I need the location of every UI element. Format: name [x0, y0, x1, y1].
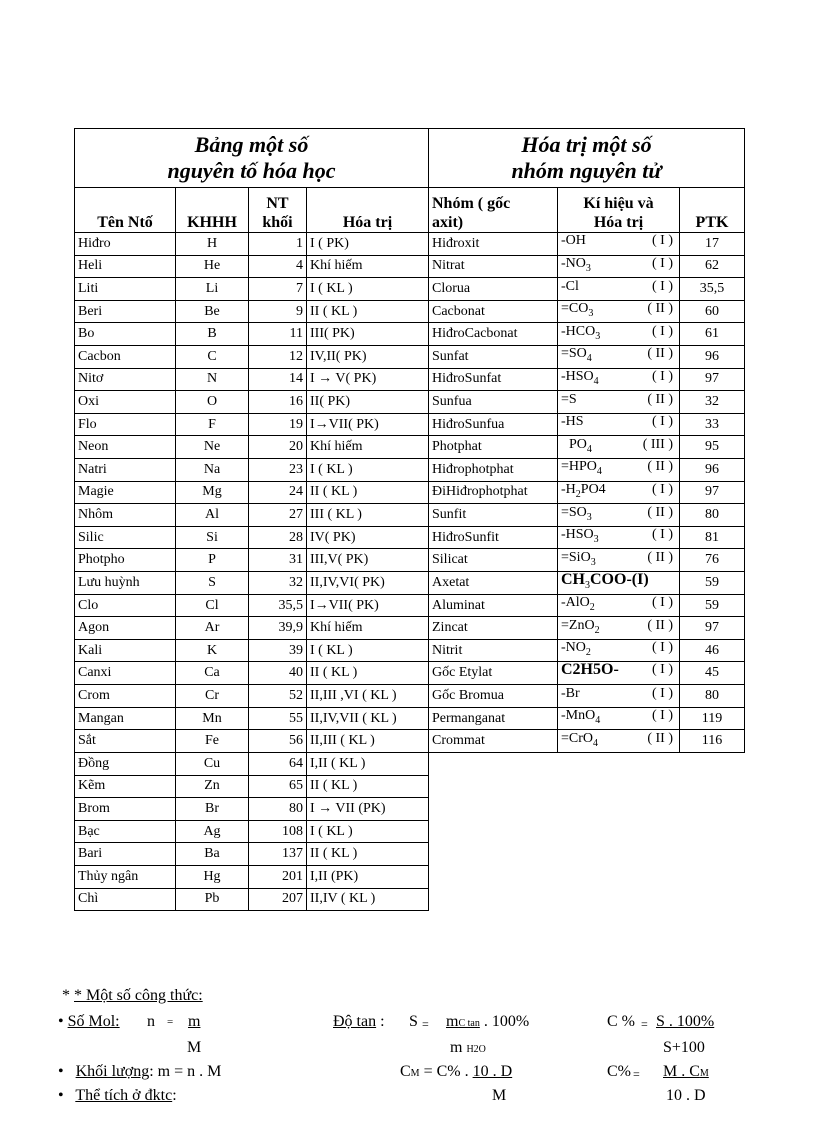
element-symbol: Br — [176, 798, 249, 821]
group-ptk: 97 — [680, 368, 745, 391]
element-mass: 39,9 — [249, 617, 307, 640]
element-symbol: O — [176, 391, 249, 414]
group-name: ĐiHiđrophotphat — [429, 481, 558, 504]
group-name: Sunfat — [429, 345, 558, 368]
group-name: Gốc Etylat — [429, 662, 558, 685]
element-symbol: Ar — [176, 617, 249, 640]
element-mass: 207 — [249, 888, 307, 911]
element-symbol: P — [176, 549, 249, 572]
element-valence: II ( KL ) — [307, 300, 429, 323]
element-name: Mangan — [75, 707, 176, 730]
element-symbol: Mn — [176, 707, 249, 730]
cp2-denominator: 10 . D — [666, 1087, 706, 1104]
cpct-denominator: S+100 — [663, 1039, 705, 1056]
dotan-label: Độ tan : — [333, 1013, 385, 1030]
element-mass: 11 — [249, 323, 307, 346]
cm-formula: CM = C% . 10 . D — [400, 1063, 513, 1080]
element-mass: 28 — [249, 526, 307, 549]
group-symbol-text: -H — [561, 481, 576, 497]
cp2-label: C% — [607, 1063, 631, 1080]
element-mass: 137 — [249, 843, 307, 866]
element-valence: Khí hiếm — [307, 255, 429, 278]
group-symbol-text: -HSO — [561, 368, 594, 384]
dotan-denominator: m H2O — [450, 1039, 486, 1056]
group-symbol-text: -AlO — [561, 595, 590, 611]
header-valence: Hóa trị — [307, 188, 429, 233]
cpct-eq: = — [641, 1017, 648, 1031]
element-mass: 40 — [249, 662, 307, 685]
element-mass: 20 — [249, 436, 307, 459]
dotan-eq: = — [422, 1017, 429, 1031]
element-name: Bạc — [75, 820, 176, 843]
element-name: Kẽm — [75, 775, 176, 798]
group-symbol-text: -HSO — [561, 527, 594, 543]
element-symbol: Ba — [176, 843, 249, 866]
group-valence: ( II ) — [647, 391, 673, 407]
group-name: Cacbonat — [429, 300, 558, 323]
element-valence: II ( KL ) — [307, 843, 429, 866]
mol-label: • Số Mol: — [58, 1013, 120, 1030]
element-symbol: Ca — [176, 662, 249, 685]
element-valence: II ( KL ) — [307, 775, 429, 798]
element-valence: I→VII( PK) — [307, 594, 429, 617]
group-name: Silicat — [429, 549, 558, 572]
element-name: Đồng — [75, 753, 176, 776]
group-name: Permanganat — [429, 707, 558, 730]
group-symbol-subscript: 2 — [585, 647, 591, 659]
group-name: Clorua — [429, 278, 558, 301]
group-valence: ( I ) — [652, 233, 673, 249]
group-valence: ( I ) — [652, 368, 673, 384]
group-valence: ( I ) — [652, 708, 673, 724]
element-symbol: Al — [176, 504, 249, 527]
group-name: Zincat — [429, 617, 558, 640]
group-valence: ( I ) — [652, 662, 673, 678]
group-name: Nitrat — [429, 255, 558, 278]
group-valence: ( II ) — [647, 504, 673, 520]
element-name: Clo — [75, 594, 176, 617]
group-ptk: 97 — [680, 481, 745, 504]
group-symbol-text: =S — [561, 391, 577, 407]
element-name: Thủy ngân — [75, 866, 176, 889]
element-mass: 39 — [249, 639, 307, 662]
element-symbol: Mg — [176, 481, 249, 504]
element-valence: II,III ,VI ( KL ) — [307, 685, 429, 708]
element-mass: 14 — [249, 368, 307, 391]
group-symbol-text: -NO — [561, 255, 586, 271]
header-ptk: PTK — [680, 188, 745, 233]
group-valence: ( I ) — [652, 595, 673, 611]
element-name: Natri — [75, 458, 176, 481]
group-name: Hiđroxit — [429, 233, 558, 256]
group-name: HiđroSunfat — [429, 368, 558, 391]
group-symbol-text: =ZnO — [561, 617, 595, 633]
group-symbol-subscript: 3 — [590, 556, 596, 568]
element-name: Bo — [75, 323, 176, 346]
mass-label: • Khối lượng: m = n . M — [58, 1063, 222, 1080]
element-name: Cacbon — [75, 345, 176, 368]
element-symbol: H — [176, 233, 249, 256]
element-valence: I → V( PK) — [307, 368, 429, 391]
group-ptk: 33 — [680, 413, 745, 436]
volume-label: • Thể tích ở đktc: — [58, 1087, 177, 1104]
element-symbol: Cu — [176, 753, 249, 776]
group-valence: ( II ) — [647, 346, 673, 362]
group-symbol-subscript: 3 — [588, 307, 594, 319]
element-mass: 7 — [249, 278, 307, 301]
element-name: Canxi — [75, 662, 176, 685]
group-ptk: 59 — [680, 594, 745, 617]
element-name: Bari — [75, 843, 176, 866]
element-mass: 1 — [249, 233, 307, 256]
group-symbol-subscript: 4 — [593, 737, 599, 749]
element-valence: II,IV,VII ( KL ) — [307, 707, 429, 730]
element-valence: III ( KL ) — [307, 504, 429, 527]
mol-eq: = — [167, 1016, 174, 1028]
group-valence: ( II ) — [647, 730, 673, 746]
group-valence: ( II ) — [647, 459, 673, 475]
element-mass: 4 — [249, 255, 307, 278]
group-valence: ( II ) — [647, 549, 673, 565]
element-symbol: Na — [176, 458, 249, 481]
group-symbol-subscript: 3 — [585, 262, 591, 274]
element-mass: 19 — [249, 413, 307, 436]
group-symbol-subscript: 2 — [594, 624, 600, 636]
element-name: Brom — [75, 798, 176, 821]
header-group: Nhóm ( gốc axit) — [429, 188, 558, 233]
element-symbol: Li — [176, 278, 249, 301]
element-symbol: N — [176, 368, 249, 391]
group-valence: ( I ) — [652, 323, 673, 339]
element-name: Oxi — [75, 391, 176, 414]
left-title: Bảng một số nguyên tố hóa học — [75, 129, 429, 188]
element-name: Neon — [75, 436, 176, 459]
element-valence: II( PK) — [307, 391, 429, 414]
element-valence: I ( KL ) — [307, 278, 429, 301]
element-name: Kali — [75, 639, 176, 662]
element-symbol: C — [176, 345, 249, 368]
group-symbol-text: =SiO — [561, 549, 591, 565]
element-mass: 9 — [249, 300, 307, 323]
element-symbol: Ne — [176, 436, 249, 459]
right-title: Hóa trị một số nhóm nguyên tử — [429, 129, 745, 188]
group-valence: ( I ) — [652, 481, 673, 497]
cpct-numerator: S . 100% — [656, 1013, 715, 1030]
group-symbol-subscript: 3 — [585, 579, 590, 591]
element-name: Magie — [75, 481, 176, 504]
element-valence: III( PK) — [307, 323, 429, 346]
element-mass: 56 — [249, 730, 307, 753]
group-symbol-text: =CO — [561, 301, 589, 317]
group-symbol-subscript: 4 — [586, 443, 592, 455]
element-valence: I ( KL ) — [307, 639, 429, 662]
element-name: Crom — [75, 685, 176, 708]
group-valence: ( I ) — [652, 255, 673, 271]
group-symbol-text: -MnO — [561, 708, 596, 724]
element-mass: 12 — [249, 345, 307, 368]
group-ptk: 32 — [680, 391, 745, 414]
element-symbol: Cl — [176, 594, 249, 617]
group-ptk: 62 — [680, 255, 745, 278]
formulas-heading: * * Một số công thức: — [62, 987, 203, 1004]
group-ptk: 80 — [680, 504, 745, 527]
group-ptk: 46 — [680, 639, 745, 662]
group-ptk: 80 — [680, 685, 745, 708]
element-symbol: Be — [176, 300, 249, 323]
group-symbol-subscript: 3 — [595, 330, 601, 342]
element-symbol: Pb — [176, 888, 249, 911]
mol-numerator: m — [188, 1013, 201, 1030]
element-symbol: Cr — [176, 685, 249, 708]
group-name: Photphat — [429, 436, 558, 459]
group-symbol-text: -HS — [561, 414, 584, 430]
element-valence: II,IV ( KL ) — [307, 888, 429, 911]
element-name: Sắt — [75, 730, 176, 753]
cp2-eq: = — [633, 1067, 640, 1081]
group-symbol-text: =SO — [561, 346, 587, 362]
group-ptk: 35,5 — [680, 278, 745, 301]
element-mass: 27 — [249, 504, 307, 527]
group-ptk: 116 — [680, 730, 745, 753]
cm-denominator: M — [492, 1087, 507, 1104]
element-mass: 35,5 — [249, 594, 307, 617]
group-name: Aluminat — [429, 594, 558, 617]
header-name: Tên Ntố — [75, 188, 176, 233]
group-name: Crommat — [429, 730, 558, 753]
element-name: Chì — [75, 888, 176, 911]
element-name: Heli — [75, 255, 176, 278]
element-name: Beri — [75, 300, 176, 323]
element-mass: 55 — [249, 707, 307, 730]
mol-denominator: M — [187, 1039, 202, 1056]
group-symbol-tail: COO-(I) — [590, 570, 649, 588]
group-symbol-text: -HCO — [561, 323, 596, 339]
group-symbol-text: =CrO — [561, 730, 594, 746]
element-mass: 16 — [249, 391, 307, 414]
group-name: Hiđrophotphat — [429, 458, 558, 481]
group-ptk: 81 — [680, 526, 745, 549]
group-symbol-subscript: 2 — [575, 488, 581, 500]
group-symbol-subscript: 3 — [586, 511, 592, 523]
group-name: Gốc Bromua — [429, 685, 558, 708]
group-name: HiđroCacbonat — [429, 323, 558, 346]
element-valence: I,II (PK) — [307, 866, 429, 889]
element-name: Silic — [75, 526, 176, 549]
element-mass: 31 — [249, 549, 307, 572]
group-symbol-subscript: 4 — [593, 375, 599, 387]
group-symbol-text: =HPO — [561, 459, 597, 475]
group-ptk: 96 — [680, 345, 745, 368]
element-valence: I ( KL ) — [307, 820, 429, 843]
group-ptk: 61 — [680, 323, 745, 346]
element-mass: 24 — [249, 481, 307, 504]
group-valence: ( I ) — [652, 527, 673, 543]
group-valence: ( I ) — [652, 640, 673, 656]
group-symbol-subscript: 2 — [589, 601, 595, 613]
group-symbol-text: -Br — [561, 685, 580, 701]
element-valence: IV( PK) — [307, 526, 429, 549]
element-valence: I,II ( KL ) — [307, 753, 429, 776]
element-valence: I→VII( PK) — [307, 413, 429, 436]
element-valence: IV,II( PK) — [307, 345, 429, 368]
group-name: Sunfit — [429, 504, 558, 527]
header-group-symbol: Kí hiệu và Hóa trị — [558, 188, 680, 233]
element-mass: 65 — [249, 775, 307, 798]
mol-n: n — [147, 1013, 155, 1030]
element-valence: II,IV,VI( PK) — [307, 571, 429, 594]
element-valence: I → VII (PK) — [307, 798, 429, 821]
element-symbol: Si — [176, 526, 249, 549]
group-ptk: 17 — [680, 233, 745, 256]
cpct-label: C % — [607, 1013, 635, 1030]
element-name: Nhôm — [75, 504, 176, 527]
header-mass: NT khối — [249, 188, 307, 233]
element-symbol: Zn — [176, 775, 249, 798]
element-name: Lưu huỳnh — [75, 571, 176, 594]
group-name: HiđroSunfit — [429, 526, 558, 549]
element-mass: 201 — [249, 866, 307, 889]
element-symbol: B — [176, 323, 249, 346]
element-name: Hiđro — [75, 233, 176, 256]
element-valence: Khí hiếm — [307, 436, 429, 459]
group-valence: ( II ) — [647, 617, 673, 633]
group-valence: ( II ) — [647, 301, 673, 317]
group-symbol-text: CH — [561, 570, 585, 588]
element-name: Liti — [75, 278, 176, 301]
group-ptk: 95 — [680, 436, 745, 459]
group-name: Sunfua — [429, 391, 558, 414]
element-mass: 32 — [249, 571, 307, 594]
group-valence: ( III ) — [642, 436, 673, 452]
group-ptk: 60 — [680, 300, 745, 323]
element-mass: 64 — [249, 753, 307, 776]
element-name: Nitơ — [75, 368, 176, 391]
group-symbol-subscript: 3 — [593, 533, 599, 545]
element-symbol: Hg — [176, 866, 249, 889]
element-valence: I ( PK) — [307, 233, 429, 256]
group-valence: ( I ) — [652, 685, 673, 701]
element-symbol: Fe — [176, 730, 249, 753]
element-symbol: F — [176, 413, 249, 436]
group-ptk: 45 — [680, 662, 745, 685]
element-valence: II,III ( KL ) — [307, 730, 429, 753]
group-valence: ( I ) — [652, 278, 673, 294]
group-ptk: 96 — [680, 458, 745, 481]
group-name: Nitrit — [429, 639, 558, 662]
element-symbol: K — [176, 639, 249, 662]
element-mass: 80 — [249, 798, 307, 821]
element-name: Agon — [75, 617, 176, 640]
group-name: HiđroSunfua — [429, 413, 558, 436]
element-mass: 23 — [249, 458, 307, 481]
group-symbol-subscript: 4 — [596, 466, 602, 478]
group-symbol-text: PO — [569, 436, 587, 452]
element-valence: II ( KL ) — [307, 662, 429, 685]
group-valence: ( I ) — [652, 414, 673, 430]
element-symbol: He — [176, 255, 249, 278]
group-ptk: 97 — [680, 617, 745, 640]
element-valence: Khí hiếm — [307, 617, 429, 640]
group-ptk: 76 — [680, 549, 745, 572]
group-symbol-subscript: 4 — [595, 715, 601, 727]
cp2-numerator: M . CM — [663, 1063, 709, 1080]
group-symbol-text: -OH — [561, 233, 586, 249]
group-ptk: 59 — [680, 571, 745, 594]
element-valence: I ( KL ) — [307, 458, 429, 481]
group-ptk: 119 — [680, 707, 745, 730]
element-mass: 52 — [249, 685, 307, 708]
group-symbol-subscript: 4 — [586, 353, 592, 365]
group-symbol-text: -Cl — [561, 278, 579, 294]
dotan-s: S — [409, 1013, 418, 1030]
dotan-numerator: mC tan . 100% — [446, 1013, 530, 1030]
element-name: Photpho — [75, 549, 176, 572]
group-symbol-tail: PO4 — [580, 481, 606, 497]
header-symbol: KHHH — [176, 188, 249, 233]
group-symbol-text: C2H5O- — [561, 661, 619, 679]
element-symbol: S — [176, 571, 249, 594]
element-valence: III,V( PK) — [307, 549, 429, 572]
element-valence: II ( KL ) — [307, 481, 429, 504]
element-name: Flo — [75, 413, 176, 436]
element-symbol: Ag — [176, 820, 249, 843]
group-symbol-text: =SO — [561, 504, 587, 520]
group-name: Axetat — [429, 571, 558, 594]
element-mass: 108 — [249, 820, 307, 843]
group-symbol-text: -NO — [561, 640, 586, 656]
